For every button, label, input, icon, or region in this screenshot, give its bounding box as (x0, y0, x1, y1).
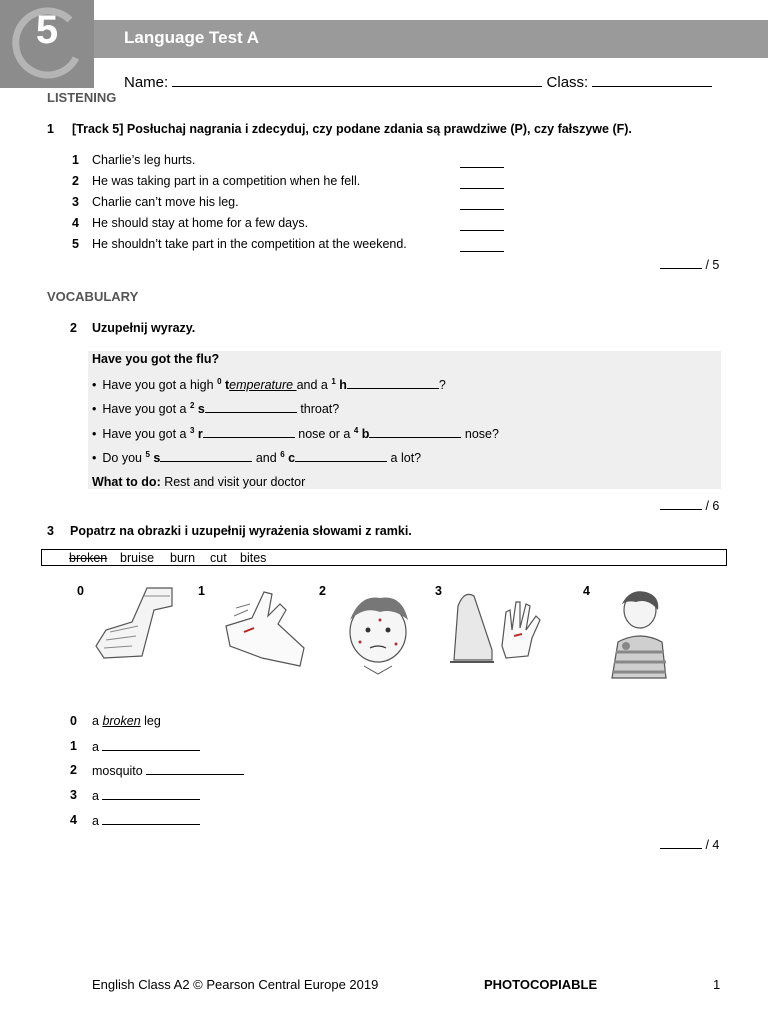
task1-item-number: 5 (72, 237, 79, 251)
task1-answer-field[interactable] (460, 239, 504, 252)
listening-section-title: LISTENING (47, 90, 117, 105)
task1-score (660, 258, 719, 272)
gap-3-field[interactable] (203, 426, 295, 438)
name-field[interactable] (172, 72, 542, 87)
task1-item-number: 3 (72, 195, 79, 209)
broken-leg-picture (92, 586, 182, 666)
task3-item-line: a (92, 788, 200, 803)
gap-4-field[interactable] (369, 426, 461, 438)
cut-hand-picture (222, 586, 308, 668)
task3-item-number: 2 (70, 763, 77, 777)
footer-photocopiable: PHOTOCOPIABLE (484, 977, 598, 992)
task3-answer-field[interactable] (146, 763, 244, 775)
bruise-boy-picture (600, 586, 676, 680)
task3-item-line: a (92, 739, 200, 754)
task1-item-text: He should stay at home for a few days. (92, 216, 309, 230)
class-label: Class: (546, 74, 589, 91)
picture-number: 2 (319, 584, 326, 598)
word-box-item: cut (210, 551, 227, 565)
task3-instruction: Popatrz na obrazki i uzupełnij wyrażenia słowami z ramki. (70, 524, 412, 538)
unit-number: 5 (35, 8, 59, 52)
name-class-line (124, 72, 712, 91)
task1-instruction: [Track 5] Posłuchaj nagrania i zdecyduj, czy podane zdania są prawdziwe (P), czy fałszywe (F). (72, 122, 632, 136)
task3-score-field[interactable] (660, 838, 702, 849)
bullet-icon: • (92, 427, 97, 442)
task3-answer-field[interactable] (102, 788, 200, 800)
flu-box-title: Have you got the flu? (92, 352, 220, 366)
word-box-item: burn (170, 551, 196, 565)
gap-1-field[interactable] (347, 377, 439, 389)
task1-item-number: 1 (72, 153, 79, 167)
picture-number: 1 (198, 584, 205, 598)
task3-item-number: 0 (70, 714, 77, 728)
class-field[interactable] (592, 72, 712, 87)
task2-score-field[interactable] (660, 499, 702, 510)
task2-number: 2 (70, 321, 77, 335)
flu-line-4: • Do you $^5$ s and $^6$ c a lot? (92, 450, 422, 466)
flu-box (88, 351, 721, 489)
flu-line-3: • Have you got a $^3$ r nose or a $^4$ b nose? (92, 426, 499, 442)
task1-item-number: 2 (72, 174, 79, 188)
gap-5-field[interactable] (160, 450, 252, 462)
task1-answer-field[interactable] (460, 176, 504, 189)
flu-line-2: • Have you got a $^2$ s throat? (92, 401, 340, 417)
task2-instruction: Uzupełnij wyrazy. (92, 321, 196, 335)
task3-item-number: 3 (70, 788, 77, 802)
test-title: Language Test A (124, 28, 260, 47)
picture-number: 4 (583, 584, 590, 598)
vocabulary-section-title: VOCABULARY (47, 289, 139, 304)
task1-answer-field[interactable] (460, 197, 504, 210)
what-to-do-text: Rest and visit your doctor (160, 475, 306, 489)
bullet-icon: • (92, 378, 97, 393)
task3-item-number: 4 (70, 813, 77, 827)
bullet-icon: • (92, 402, 97, 417)
task3-item-number: 1 (70, 739, 77, 753)
task1-score-field[interactable] (660, 258, 702, 269)
word-box (41, 549, 727, 566)
picture-number: 0 (77, 584, 84, 598)
gap-2-field[interactable] (205, 401, 297, 413)
mosquito-bites-face-picture (340, 586, 420, 678)
picture-number: 3 (435, 584, 442, 598)
task1-number: 1 (47, 122, 54, 136)
footer-page-number: 1 (713, 977, 721, 992)
task1-item-text: He shouldn’t take part in the competition at the weekend. (92, 237, 407, 251)
task3-item-line: mosquito (92, 763, 244, 778)
what-to-do-label: What to do: (92, 475, 161, 489)
task1-item-text: Charlie’s leg hurts. (92, 153, 196, 167)
footer-copyright: English Class A2 © Pearson Central Europe 2019 (92, 977, 379, 992)
task2-score-max: / 6 (705, 499, 720, 513)
bullet-icon: • (92, 451, 97, 466)
task3-example-line: a broken leg (92, 714, 161, 728)
task1-item-text: Charlie can’t move his leg. (92, 195, 239, 209)
burn-iron-hand-picture (448, 586, 556, 668)
word-box-item: broken (69, 551, 108, 565)
task3-item-line: a (92, 813, 200, 828)
flu-line-1: • Have you got a high $^0$ temperature and a $^1$ h ? (92, 377, 446, 393)
task1-score-max: / 5 (705, 258, 720, 272)
task1-answer-field[interactable] (460, 155, 504, 168)
task3-number: 3 (47, 524, 54, 538)
word-box-item: bruise (120, 551, 155, 565)
what-to-do-line (92, 475, 305, 489)
name-label: Name: (124, 74, 169, 91)
task3-answer-field[interactable] (102, 813, 200, 825)
task2-score (660, 499, 719, 513)
word-box-item: bites (240, 551, 267, 565)
task1-item-text: He was taking part in a competition when he fell. (92, 174, 361, 188)
task3-score (660, 838, 719, 852)
task3-answer-field[interactable] (102, 739, 200, 751)
task1-item-number: 4 (72, 216, 79, 230)
task1-answer-field[interactable] (460, 218, 504, 231)
gap-6-field[interactable] (295, 450, 387, 462)
task3-score-max: / 4 (705, 838, 720, 852)
example-answer: emperature (229, 378, 297, 393)
example-answer: broken (102, 714, 141, 728)
